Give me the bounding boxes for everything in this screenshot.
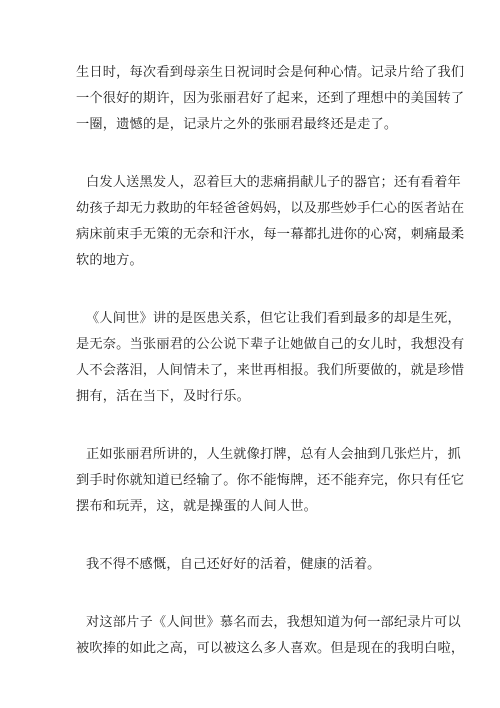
text-line: 软的地方。 (76, 253, 143, 268)
text-line: 被吹捧的如此之高，可以被这么多人喜欢。但是现在的我明白啦， (76, 641, 465, 656)
text-line: 摆布和玩弄，这，就是操蛋的人间人世。 (76, 499, 317, 514)
paragraph-5 (76, 552, 426, 578)
text-line: 正如张丽君所讲的，人生就像打牌，总有人会抽到几张烂片，抓 (86, 447, 461, 462)
paragraph-6 (76, 610, 465, 662)
text-line: 对这部片子《人间世》慕名而去，我想知道为何一部纪录片可以 (86, 615, 461, 630)
paragraph-2 (76, 170, 465, 274)
text-line: 一个很好的期许，因为张丽君好了起来，还到了理想中的美国转了 (76, 91, 465, 106)
text-line: 是无奈。当张丽君的公公说下辈子让她做自己的女儿时，我想没有 (76, 337, 465, 352)
text-line: 拥有，活在当下，及时行乐。 (76, 389, 251, 404)
paragraph-1 (76, 60, 465, 138)
paragraph-3 (76, 306, 465, 410)
text-line: 病床前束手无策的无奈和汗水，每一幕都扎进你的心窝，刺痛最柔 (76, 227, 465, 242)
text-line: 我不得不感慨，自己还好好的活着，健康的活着。 (86, 557, 381, 572)
text-line: 一圈，遗憾的是，记录片之外的张丽君最终还是走了。 (76, 117, 398, 132)
text-line: 生日时，每次看到母亲生日祝词时会是何种心情。记录片给了我们 (76, 65, 465, 80)
text-line: 白发人送黑发人，忍着巨大的悲痛捐献儿子的器官；还有看着年 (86, 175, 461, 190)
text-line: 人不会落泪，人间情未了，来世再相报。我们所要做的，就是珍惜 (76, 363, 465, 378)
text-line: 幼孩子却无力救助的年轻爸爸妈妈，以及那些妙手仁心的医者站在 (76, 201, 465, 216)
paragraph-4 (76, 442, 465, 520)
document-page (76, 60, 465, 694)
text-line: 《人间世》讲的是医患关系，但它让我们看到最多的却是生死， (86, 311, 461, 326)
text-line: 到手时你就知道已经输了。你不能悔牌，还不能弃完，你只有任它 (76, 473, 465, 488)
